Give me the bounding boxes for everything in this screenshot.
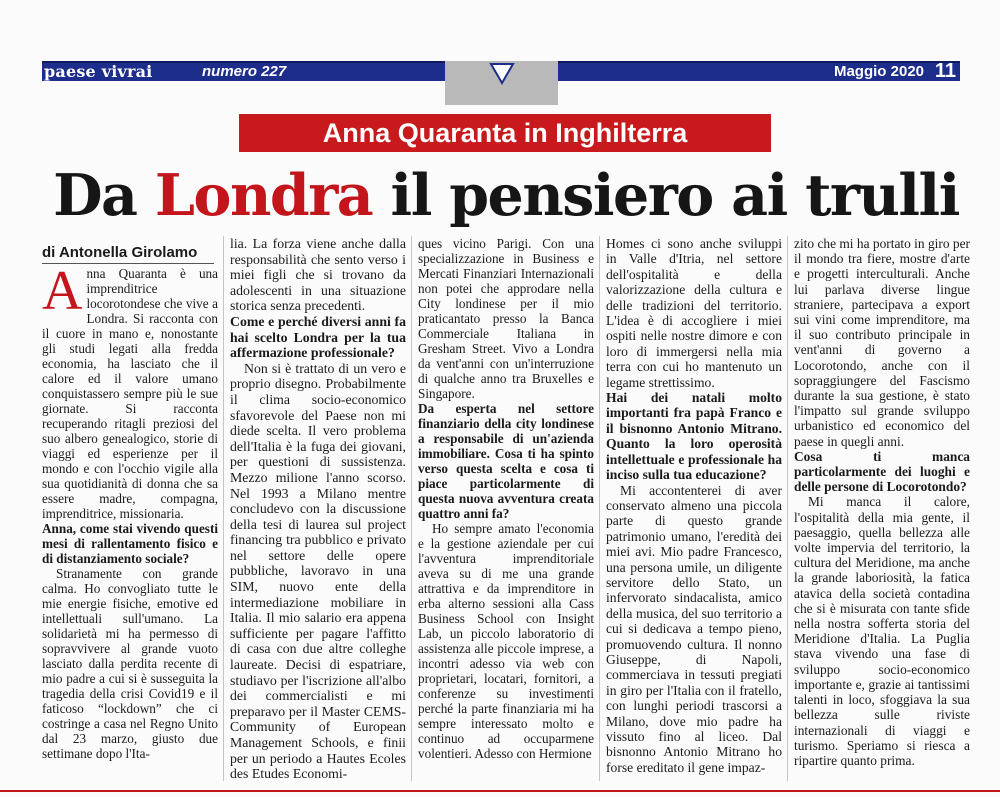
- body-paragraph: Mi accontenterei di aver conservato almeno una piccola parte di questo grande patrimonio umano, l'eredità dei miei avi. Mio padre Francesco, una persona umile, un diligente servitore dello Stato, un infervorato sindacalista, amico della musica, del suo territorio a cui si dedicava a tempo pieno, promuovendo cultura. Il nonno Giuseppe, di Napoli, commerciava in tessuti pregiati in giro per l'Italia con il fratello, con lunghi periodi trascorsi a Milano, dove mio padre ha vissuto fino al liceo. Dal bisnonno Antonio Mitrano ho forse ereditato il gene impaz-: [606, 482, 782, 775]
- interview-question: Da esperta nel settore finanziario della city londinese a responsabile di un'azienda immobiliare. Cosa ti ha spinto verso questa scelta e cosa ti piace particolarmente di questa nuova avventura creata quattro anni fa?: [418, 401, 594, 521]
- body-paragraph: lia. La forza viene anche dalla responsabilità che sento verso i miei figli che si trovano da adolescenti in una situazione storica senza precedenti.: [230, 236, 406, 314]
- article-column-3: [418, 236, 594, 781]
- interview-question: Cosa ti manca particolarmente dei luoghi e delle persone di Locorotondo?: [794, 448, 970, 495]
- headline-part-1: Da: [53, 162, 155, 229]
- footer-rule: [0, 790, 1000, 792]
- headline-part-2: il pensiero ai trulli: [372, 162, 959, 229]
- page-number: 11: [934, 60, 956, 82]
- column-divider: [223, 236, 224, 781]
- body-paragraph: Homes ci sono anche sviluppi in Valle d'Itria, nel settore dell'ospitalità e della valorizzazione della cultura e delle tradizioni del territorio. L'idea è di accogliere i miei ospiti nelle nostre dimore e con loro di immergersi nella mia terra con cui ho mantenuto un legame strettissimo.: [606, 236, 782, 390]
- article-column-5: [794, 236, 970, 781]
- issue-date: Maggio 2020: [833, 63, 924, 80]
- drop-cap: A: [42, 266, 83, 322]
- body-paragraph: Non si è trattato di un vero e proprio disegno. Probabilmente il clima socio-economico sfavorevole del Paese non mi diede scelta. Il vero problema dell'Italia è la fuga dei giovani, per questioni di sussistenza. Mezzo milione l'anno scorso. Nel 1993 a Milano mentre concludevo con la discussione della tesi di laurea sul project financing tra pubblico e privato nel settore delle opere pubbliche, lavoravo in una SIM, nuovo ente della intermediazione mobiliare in Italia. Il mio salario era appena sufficiente per pagare l'affitto di casa con due altre colleghe laureate. Decisi di espatriare, studiavo per l'iscrizione all'albo dei commercialisti e mi preparavo per il Master CEMS-Community of European Management Schools, e finii per un periodo a Hautes Ecoles des Etudes Economi-: [230, 360, 406, 781]
- body-paragraph: zito che mi ha portato in giro per il mondo tra fiere, mostre d'arte e progetti interculturali. Anche lui parlava diverse lingue straniere, partecipava a export sui vini come imprenditore, ma il suo contributo principale in vent'anni di governo a Locorotondo, anche con il sopraggiungere del Fascismo durante la sua gestione, è stato l'impatto sul grande sviluppo urbanistico ed economico del paese in quegli anni.: [794, 236, 970, 449]
- header-tab: [445, 61, 558, 105]
- interview-question: Anna, come stai vivendo questi mesi di rallentamento fisico e di distanziamento sociale?: [42, 521, 218, 566]
- issue-number: numero 227: [202, 63, 287, 80]
- article-column-1: [42, 266, 218, 781]
- column-divider: [411, 236, 412, 781]
- lead-paragraph: [42, 266, 218, 521]
- article-column-4: [606, 236, 782, 781]
- body-paragraph: ques vicino Parigi. Con una specializzazione in Business e Mercati Finanziari Internazionali non potei che approdare nella City londinese per il mio praticantato presso la Banca Commerciale Italiana in Gresham Street. Vivo a Londra da vent'anni con un'interruzione di qualche anno tra Bruxelles e Singapore.: [418, 236, 594, 401]
- interview-question: Come e perché diversi anni fa hai scelto Londra per la tua affermazione professionale?: [230, 313, 406, 361]
- interview-question: Hai dei natali molto importanti fra papà Franco e il bisnonno Antonio Mitrano. Quanto la loro operosità intellettuale e professionale ha inciso sulla tua educazione?: [606, 390, 782, 483]
- article-column-2: [230, 236, 406, 781]
- article-headline: [46, 158, 966, 234]
- column-divider: [599, 236, 600, 781]
- triangle-down-icon: [489, 63, 515, 85]
- article-kicker: Anna Quaranta in Inghilterra: [239, 114, 771, 152]
- body-paragraph: Stranamente con grande calma. Ho convogliato tutte le mie energie fisiche, emotive ed intellettuali sull'umano. La solidarietà mi ha permesso di sopravvivere al grande vuoto lasciato dalla perdita recente di mio padre a cui si è susseguita la tragedia della crisi Covid19 e il faticoso “lockdown” che ci costringe a casa nel Regno Unito dal 23 marzo, giusto due settimane dopo l'Ita-: [42, 566, 218, 761]
- body-paragraph: Ho sempre amato l'economia e la gestione aziendale per cui l'avventura imprenditoriale aveva su di me una grande attrattiva e da imprenditore in erba alterno sessioni alla Cass Business School con Insight Lab, un piccolo laboratorio di assistenza alle piccole imprese, a incontri adesso via web con proprietari, locatari, fornitori, a conferenze su investimenti perché la parte finanziaria mi ha sempre interessato molto e continuo ad occuparmene volentieri. Adesso con Hermione: [418, 521, 594, 761]
- headline-highlight: Londra: [154, 162, 373, 229]
- column-divider: [787, 236, 788, 781]
- article-byline: di Antonella Girolamo: [42, 244, 214, 264]
- masthead-title: paese vivrai: [44, 62, 153, 81]
- body-paragraph: Mi manca il calore, l'ospitalità della mia gente, il paesaggio, quella bellezza alle volte impervia del territorio, la cultura del Meridione, ma anche la grande laboriosità, la fatica atavica della società contadina che si è misurata con tante sfide nella nostra sofferta storia del Meridione d'Italia. La Puglia stava vivendo una fase di sviluppo socio-economico importante e, grazie ai tantissimi talenti in loco, sfoggiava la sua bellezza sulle riviste internazionali di viaggi e turismo. Speriamo si riesca a ripartire quanto prima.: [794, 494, 970, 768]
- lead-text: nna Quaranta è una imprenditrice locorotondese che vive a Londra. Si racconta con il cuore in mano e, nonostante gli studi legati alla fredda economia, ha lasciato che il calore ed il valore umano conquistassero sempre più le sue giornate. Si racconta recuperando ritagli preziosi del suo albero genealogico, storie di viaggi ed esperienze per il mondo e con l'occhio vigile alla sua quotidianità di donna che sa essere madre, compagna, imprenditrice, missionaria.: [42, 266, 218, 521]
